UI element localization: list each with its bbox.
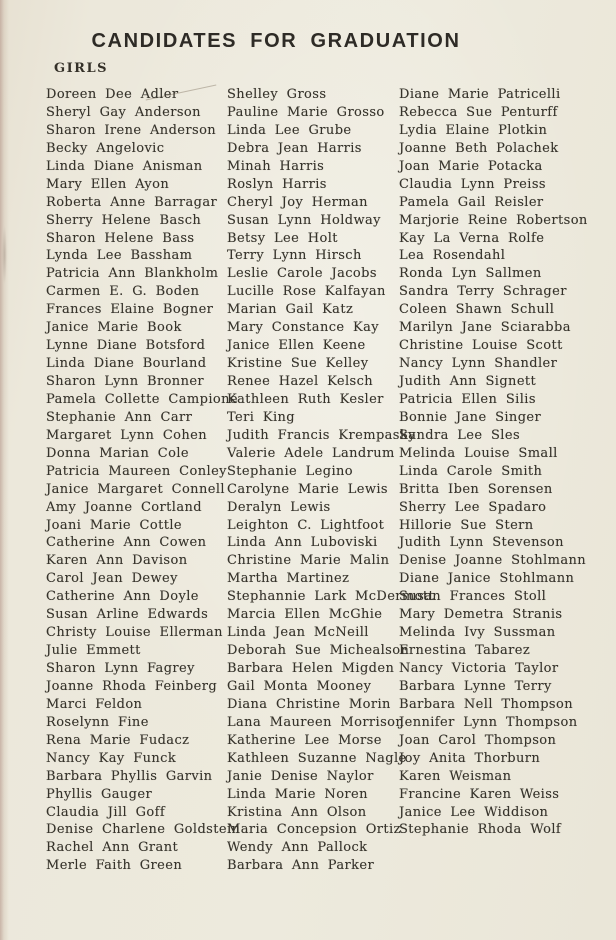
candidate-name: Diane Marie Patricelli bbox=[399, 87, 561, 102]
candidate-name: Denise Joanne Stohlmann bbox=[399, 553, 587, 569]
candidate-name: Amy Joanne Cortland bbox=[46, 499, 202, 515]
candidate-name: Carmen E. G. Boden bbox=[46, 284, 200, 300]
candidate-name: Jennifer Lynn Thompson bbox=[399, 714, 578, 730]
candidate-name: Maria Concepsion Ortiz bbox=[227, 822, 401, 838]
candidate-name: Debra Jean Harris bbox=[227, 140, 362, 156]
candidate-name: Pamela Collette Campione bbox=[46, 391, 239, 407]
candidate-name: Barbara Nell Thompson bbox=[399, 696, 573, 712]
candidate-name: Barbara Ann Parker bbox=[227, 858, 375, 874]
candidate-name: Martha Martinez bbox=[227, 571, 350, 587]
candidate-name: Melinda Ivy Sussman bbox=[399, 625, 556, 641]
candidate-name: Christine Louise Scott bbox=[399, 338, 563, 354]
candidate-name: Doreen Dee Adler bbox=[46, 87, 179, 102]
candidate-name: Mary Constance Kay bbox=[227, 320, 380, 336]
name-column-1 bbox=[46, 86, 241, 875]
candidate-name: Pamela Gail Reisler bbox=[399, 194, 544, 210]
candidate-name: Sherry Helene Basch bbox=[46, 212, 202, 228]
candidate-name: Susan Frances Stoll bbox=[399, 589, 547, 605]
candidate-name: Donna Marian Cole bbox=[46, 445, 189, 461]
candidate-name: Barbara Phyllis Garvin bbox=[46, 768, 213, 784]
candidate-name: Linda Lee Grube bbox=[227, 122, 352, 138]
candidate-name: Sandra Terry Schrager bbox=[399, 284, 567, 300]
candidate-name: Valerie Adele Landrum bbox=[227, 445, 395, 461]
candidate-name: Marcia Ellen McGhie bbox=[227, 607, 383, 623]
candidate-name: Ronda Lyn Sallmen bbox=[399, 266, 542, 282]
candidate-name: Janice Marie Book bbox=[46, 320, 182, 336]
candidate-name: Shelley Gross bbox=[227, 87, 327, 102]
candidate-name: Ernestina Tabarez bbox=[399, 643, 531, 659]
candidate-name: Judith Francis Krempasky bbox=[227, 427, 416, 443]
candidate-name: Sandra Lee Sles bbox=[399, 427, 521, 443]
candidate-name: Susan Arline Edwards bbox=[46, 607, 209, 623]
candidate-name: Mary Demetra Stranis bbox=[399, 607, 563, 623]
candidate-name-list bbox=[0, 86, 616, 886]
candidate-name: Kay La Verna Rolfe bbox=[399, 230, 545, 246]
candidate-name: Marjorie Reine Robertson bbox=[399, 212, 588, 228]
candidate-name: Linda Diane Anisman bbox=[46, 158, 203, 174]
candidate-name: Linda Carole Smith bbox=[399, 463, 543, 479]
candidate-name: Claudia Jill Goff bbox=[46, 804, 166, 820]
candidate-name: Pauline Marie Grosso bbox=[227, 104, 385, 120]
candidate-name: Sharon Helene Bass bbox=[46, 230, 195, 246]
candidate-name: Carol Jean Dewey bbox=[46, 571, 178, 587]
candidate-name: Merle Faith Green bbox=[46, 858, 183, 874]
candidate-name: Claudia Lynn Preiss bbox=[399, 176, 546, 192]
candidate-name: Stephanie Ann Carr bbox=[46, 409, 193, 425]
candidate-name: Lynne Diane Botsford bbox=[46, 338, 206, 354]
candidate-name: Janice Ellen Keene bbox=[227, 338, 366, 354]
candidate-name: Patricia Ann Blankholm bbox=[46, 266, 219, 282]
candidate-name: Gail Monta Mooney bbox=[227, 678, 372, 694]
candidate-name: Melinda Louise Small bbox=[399, 445, 558, 461]
candidate-name: Joanne Beth Polachek bbox=[399, 140, 559, 156]
candidate-name: Coleen Shawn Schull bbox=[399, 302, 555, 318]
candidate-name: Lydia Elaine Plotkin bbox=[399, 122, 548, 138]
candidate-name: Mary Ellen Ayon bbox=[46, 176, 170, 192]
candidate-name: Linda Marie Noren bbox=[227, 786, 368, 802]
candidate-name: Joanne Rhoda Feinberg bbox=[46, 678, 218, 694]
candidate-name: Karen Weisman bbox=[399, 768, 512, 784]
candidate-name: Terry Lynn Hirsch bbox=[227, 248, 362, 264]
candidate-name: Roberta Anne Barragar bbox=[46, 194, 218, 210]
candidate-name: Deborah Sue Michealson bbox=[227, 643, 410, 659]
candidate-name: Sharon Lynn Bronner bbox=[46, 374, 205, 389]
candidate-name: Leslie Carole Jacobs bbox=[227, 266, 377, 282]
candidate-name: Phyllis Gauger bbox=[46, 786, 153, 802]
candidate-name: Sheryl Gay Anderson bbox=[46, 104, 201, 120]
candidate-name: Rena Marie Fudacz bbox=[46, 732, 190, 748]
candidate-name: Stephanie Rhoda Wolf bbox=[399, 822, 562, 838]
candidate-name: Barbara Lynne Terry bbox=[399, 678, 552, 694]
candidate-name: Diane Janice Stohlmann bbox=[399, 571, 575, 587]
candidate-name: Janice Lee Widdison bbox=[399, 804, 549, 820]
candidate-name: Stephanie Legino bbox=[227, 463, 354, 479]
candidate-name: Catherine Ann Doyle bbox=[46, 589, 199, 605]
candidate-name: Lea Rosendahl bbox=[399, 248, 506, 264]
candidate-name: Diana Christine Morin bbox=[227, 696, 391, 712]
candidate-name: Judith Lynn Stevenson bbox=[399, 535, 564, 551]
name-column-3 bbox=[399, 86, 594, 839]
candidate-name: Renee Hazel Kelsch bbox=[227, 374, 374, 389]
section-label-girls: GIRLS bbox=[54, 61, 109, 76]
candidate-name: Britta Iben Sorensen bbox=[399, 481, 553, 497]
candidate-name: Francine Karen Weiss bbox=[399, 786, 560, 802]
candidate-name: Marci Feldon bbox=[46, 696, 143, 712]
candidate-name: Carolyne Marie Lewis bbox=[227, 481, 388, 497]
candidate-name: Susan Lynn Holdway bbox=[227, 212, 381, 228]
candidate-name: Catherine Ann Cowen bbox=[46, 535, 207, 551]
candidate-name: Julie Emmett bbox=[46, 643, 141, 659]
candidate-name: Nancy Lynn Shandler bbox=[399, 356, 558, 372]
candidate-name: Karen Ann Davison bbox=[46, 553, 188, 569]
candidate-name: Katherine Lee Morse bbox=[227, 732, 382, 748]
candidate-name: Frances Elaine Bogner bbox=[46, 302, 214, 318]
candidate-name: Sharon Irene Anderson bbox=[46, 122, 217, 138]
candidate-name: Bonnie Jane Singer bbox=[399, 409, 542, 425]
candidate-name: Wendy Ann Pallock bbox=[227, 840, 368, 856]
candidate-name: Teri King bbox=[227, 409, 296, 425]
candidate-name: Judith Ann Signett bbox=[399, 374, 537, 389]
candidate-name: Linda Ann Luboviski bbox=[227, 535, 378, 551]
candidate-name: Lucille Rose Kalfayan bbox=[227, 284, 386, 300]
candidate-name: Lynda Lee Bassham bbox=[46, 248, 193, 264]
candidate-name: Joani Marie Cottle bbox=[46, 517, 182, 533]
candidate-name: Marian Gail Katz bbox=[227, 302, 354, 318]
candidate-name: Christine Marie Malin bbox=[227, 553, 390, 569]
name-column-2 bbox=[227, 86, 435, 875]
candidate-name: Patricia Ellen Silis bbox=[399, 391, 536, 407]
candidate-name: Kristina Ann Olson bbox=[227, 804, 367, 820]
candidate-name: Sherry Lee Spadaro bbox=[399, 499, 547, 515]
candidate-name: Joy Anita Thorburn bbox=[399, 750, 541, 766]
candidate-name: Leighton C. Lightfoot bbox=[227, 517, 385, 533]
candidate-name: Rebecca Sue Penturff bbox=[399, 104, 558, 120]
candidate-name: Cheryl Joy Herman bbox=[227, 194, 368, 210]
candidate-name: Denise Charlene Goldstein bbox=[46, 822, 241, 838]
candidate-name: Minah Harris bbox=[227, 158, 325, 174]
candidate-name: Betsy Lee Holt bbox=[227, 230, 338, 246]
candidate-name: Nancy Kay Funck bbox=[46, 750, 177, 766]
candidate-name: Barbara Helen Migden bbox=[227, 661, 395, 676]
candidate-name: Hillorie Sue Stern bbox=[399, 517, 534, 533]
candidate-name: Nancy Victoria Taylor bbox=[399, 661, 559, 676]
candidate-name: Linda Jean McNeill bbox=[227, 625, 369, 641]
candidate-name: Roslyn Harris bbox=[227, 176, 327, 192]
candidate-name: Rachel Ann Grant bbox=[46, 840, 179, 856]
candidate-name: Joan Carol Thompson bbox=[399, 732, 557, 748]
candidate-name: Kathleen Ruth Kesler bbox=[227, 391, 384, 407]
candidate-name: Margaret Lynn Cohen bbox=[46, 427, 208, 443]
candidate-name: Janie Denise Naylor bbox=[227, 768, 374, 784]
candidate-name: Marilyn Jane Sciarabba bbox=[399, 320, 571, 336]
candidate-name: Christy Louise Ellerman bbox=[46, 625, 223, 641]
candidate-name: Kathleen Suzanne Nagle bbox=[227, 750, 407, 766]
candidate-name: Sharon Lynn Fagrey bbox=[46, 661, 195, 676]
candidate-name: Kristine Sue Kelley bbox=[227, 356, 369, 372]
candidate-name: Joan Marie Potacka bbox=[399, 158, 543, 174]
candidate-name: Deralyn Lewis bbox=[227, 499, 331, 515]
candidate-name: Janice Margaret Connell bbox=[46, 481, 225, 497]
candidate-name: Roselynn Fine bbox=[46, 714, 149, 730]
page-title: CANDIDATES FOR GRADUATION bbox=[91, 30, 461, 52]
candidate-name: Lana Maureen Morrison bbox=[227, 714, 405, 730]
candidate-name: Patricia Maureen Conley bbox=[46, 463, 227, 479]
candidate-name: Linda Diane Bourland bbox=[46, 356, 207, 372]
candidate-name: Stephannie Lark McDermott bbox=[227, 589, 435, 605]
candidate-name: Becky Angelovic bbox=[46, 140, 165, 156]
